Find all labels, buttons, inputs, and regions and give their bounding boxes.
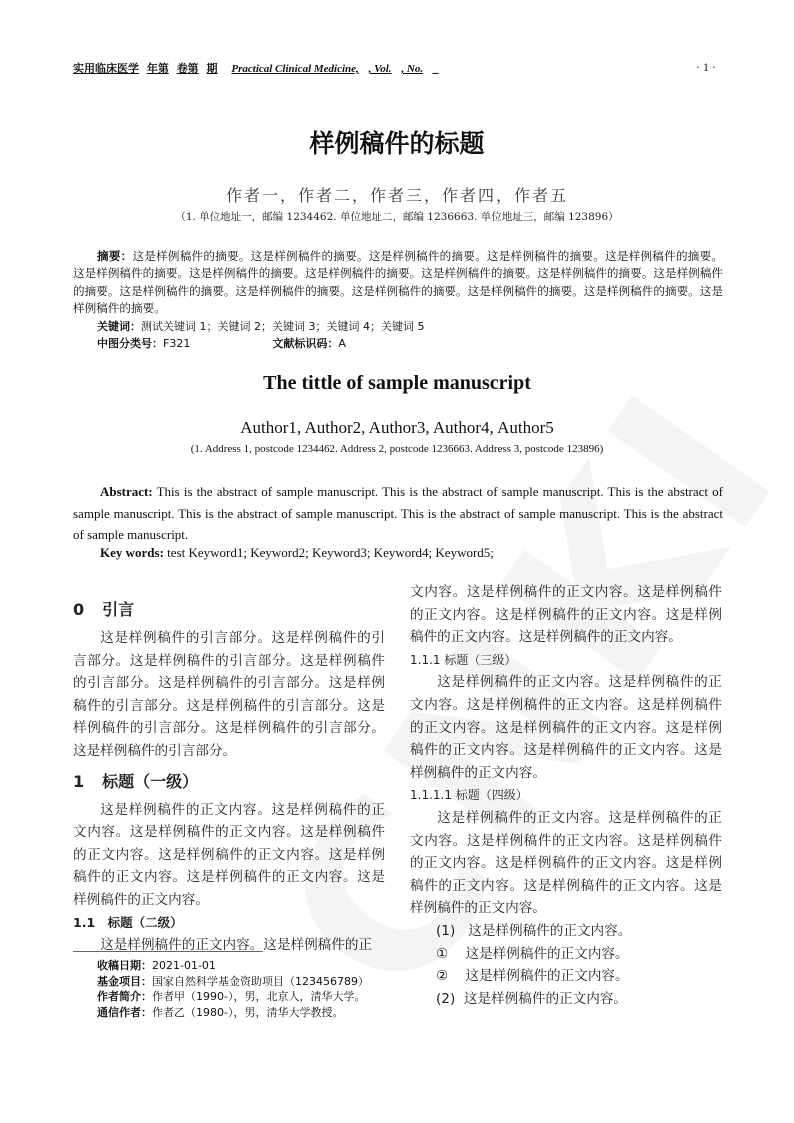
section-number: 1 <box>73 771 85 791</box>
abstract-cn-text: 这是样例稿件的摘要。这是样例稿件的摘要。这是样例稿件的摘要。这是样例稿件的摘要。这是样例稿件的摘要。这是样例稿件的摘要。这是样例稿件的摘要。这是样例稿件的摘要。这是样例稿件的摘要。这是样例稿件的摘要。这是样例稿件的摘要。这是样例稿件的摘要。这是样例稿件的摘要。这是样例稿件的摘要。这是样例稿件的摘要。这是样例稿件的摘要。这是样例稿件的摘要。 <box>73 249 723 315</box>
doc-code-label: 文献标识码： <box>272 337 339 350</box>
list-item: (2) 这是样例稿件的正文内容。 <box>436 990 628 1007</box>
header-volume: 卷第 <box>176 62 199 75</box>
footnotes <box>97 958 369 1020</box>
section-0-heading <box>73 595 385 625</box>
section-1-1-1-1-heading: 1.1.1.1 标题（四级） <box>410 788 528 803</box>
keywords-cn-label: 关键词： <box>97 320 141 333</box>
abstract-en-text: This is the abstract of sample manuscript. This is the abstract of sample manuscript. This is the abstract of sample manuscript. This is the abstract of sample manuscript. This is the abstract of sample manuscript. This is the abstract of sample manuscript. <box>73 484 723 542</box>
section-1-1-1-1-text: 这是样例稿件的正文内容。这是样例稿件的正文内容。这是样例稿件的正文内容。这是样例稿件的正文内容。这是样例稿件的正文内容。这是样例稿件的正文内容。这是样例稿件的正文内容。这是样例稿件的正文内容。 <box>410 809 722 917</box>
section-number: 0 <box>73 600 85 619</box>
footnote-text: 作者乙（1980-），男，清华大学教授。 <box>152 1005 344 1019</box>
section-1-1-heading: 1.1 标题（二级） <box>73 914 183 930</box>
abstract-cn-label: 摘要： <box>97 249 133 263</box>
keywords-en <box>100 545 494 561</box>
keywords-en-text: test Keyword1; Keyword2; Keyword3; Keyword4; Keyword5; <box>163 545 494 560</box>
header-year: 年第 <box>146 62 169 75</box>
clc-value: F321 <box>163 337 191 350</box>
footnote-label: 作者简介： <box>97 990 152 1003</box>
footnote-divider <box>73 951 263 952</box>
section-1-1-1-text: 这是样例稿件的正文内容。这是样例稿件的正文内容。这是样例稿件的正文内容。这是样例稿件的正文内容。这是样例稿件的正文内容。这是样例稿件的正文内容。这是样例稿件的正文内容。这是样例稿件的正文内容。 <box>410 674 722 781</box>
header-issue: 期 <box>206 62 218 75</box>
footnote-corresponding <box>97 1005 369 1021</box>
footnote-text: 作者甲（1990-），男，北京人，清华大学。 <box>152 990 366 1003</box>
affiliation-cn: （1. 单位地址一，邮编 1234462. 单位地址二，邮编 1236663. 单位地址三，邮编 123896） <box>175 211 619 223</box>
header-vol-en: , Vol. <box>368 63 392 75</box>
left-column <box>73 591 385 957</box>
title-en: The tittle of sample manuscript <box>263 372 531 394</box>
footnote-fund <box>97 974 369 990</box>
list-item: (1) 这是样例稿件的正文内容。 <box>436 922 632 939</box>
keywords-cn-text: 测试关键词 1；关键词 2；关键词 3；关键词 4；关键词 5 <box>141 320 425 333</box>
page-number: · 1 · <box>696 60 716 74</box>
footnote-label: 收稿日期： <box>97 959 152 972</box>
section-1-1-text: 这是样例稿件的正文内容。这是样例稿件的正 <box>100 937 373 954</box>
section-1-text: 这是样例稿件的正文内容。这是样例稿件的正文内容。这是样例稿件的正文内容。这是样例稿件的正文内容。这是样例稿件的正文内容。这是样例稿件的正文内容。这是样例稿件的正文内容。这是样例稿件的正文内容。 <box>73 801 385 908</box>
footnote-received <box>97 958 369 974</box>
list-item: ② 这是样例稿件的正文内容。 <box>436 968 629 985</box>
continued-text: 文内容。这是样例稿件的正文内容。这是样例稿件的正文内容。这是样例稿件的正文内容。这是样例稿件的正文内容。这是样例稿件的正文内容。 <box>410 584 722 646</box>
journal-name-cn: 实用临床医学 <box>73 62 139 75</box>
section-0-text: 这是样例稿件的引言部分。这是样例稿件的引言部分。这是样例稿件的引言部分。这是样例稿件的引言部分。这是样例稿件的引言部分。这是样例稿件的引言部分。这是样例稿件的引言部分。这是样例稿件的引言部分。这是样例稿件的引言部分。这是样例稿件的引言部分。 <box>73 630 385 759</box>
footnote-text: 国家自然科学基金资助项目（123456789） <box>152 974 369 988</box>
footnote-author-bio <box>97 989 369 1005</box>
clc-line <box>97 335 346 351</box>
section-title: 引言 <box>102 600 135 619</box>
authors-cn: 作者一，作者二，作者三，作者四，作者五 <box>225 186 568 205</box>
keywords-cn <box>97 318 424 334</box>
running-header <box>73 60 438 76</box>
section-title: 标题（一级） <box>102 771 199 791</box>
keywords-en-label: Key words: <box>100 545 164 560</box>
section-1-heading <box>73 767 385 797</box>
clc-label: 中图分类号： <box>97 337 163 350</box>
abstract-en-label: Abstract: <box>100 484 153 499</box>
journal-name-en: Practical Clinical Medicine, <box>231 63 359 75</box>
abstract-en <box>73 481 723 546</box>
affiliation-en: (1. Address 1, postcode 1234462. Address 2, postcode 1236663. Address 3, postcode 123896) <box>190 443 604 455</box>
list-item: ① 这是样例稿件的正文内容。 <box>436 945 629 962</box>
footnote-label: 基金项目： <box>97 974 152 988</box>
abstract-cn <box>73 248 723 317</box>
section-1-1-1-heading: 1.1.1 标题（三级） <box>410 652 517 667</box>
title-cn: 样例稿件的标题 <box>309 129 485 158</box>
header-tail: _ <box>432 63 439 75</box>
right-column <box>410 581 722 1010</box>
doc-code-value: A <box>338 337 346 350</box>
header-no-en: , No. <box>401 63 424 75</box>
footnote-text: 2021-01-01 <box>152 959 216 972</box>
footnote-label: 通信作者： <box>97 1005 152 1019</box>
authors-en: Author1, Author2, Author3, Author4, Author5 <box>240 418 554 437</box>
